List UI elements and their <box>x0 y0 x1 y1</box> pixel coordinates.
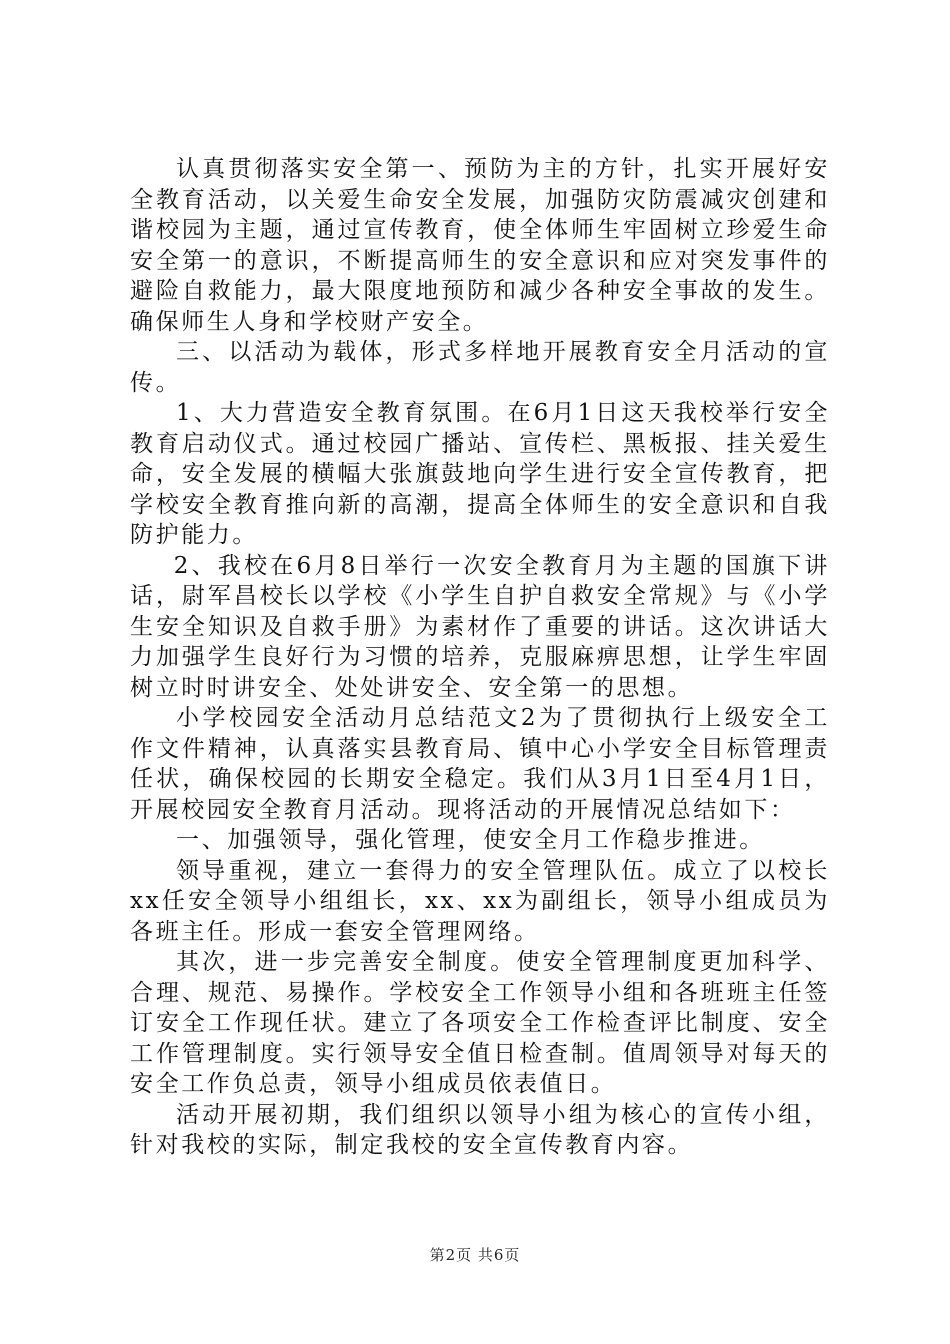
paragraph-section-one-heading: 一、加强领导，强化管理，使安全月工作稳步推进。 <box>176 827 765 853</box>
paragraph-item-one: 1、大力营造安全教育氛围。在6月1日这天我校举行安全教育启动仪式。通过校园广播站、宣传栏、黑板报、挂关爱生命，安全发展的横幅大张旗鼓地向学生进行安全宣传教育，把学校安全教育推向新的高潮，提高全体师生的安全意识和自我防护能力。 <box>130 400 830 548</box>
page-number-footer: 第2页 共6页 <box>429 1246 521 1264</box>
paragraph-safety-system: 其次，进一步完善安全制度。使安全管理制度更加科学、合理、规范、易操作。学校安全工作领导小组和各班班主任签订安全工作现任状。建立了各项安全工作检查评比制度、安全工作管理制度。实行领导安全值日检查制。值周领导对每天的安全工作负总责，领导小组成员依表值日。 <box>130 949 830 1097</box>
paragraph-activity-start: 活动开展初期，我们组织以领导小组为核心的宣传小组，针对我校的实际，制定我校的安全宣传教育内容。 <box>130 1101 830 1158</box>
paragraph-safety-policy: 认真贯彻落实安全第一、预防为主的方针，扎实开展好安全教育活动，以关爱生命安全发展，加强防灾防震减灾创建和谐校园为主题，通过宣传教育，使全体师生牢固树立珍爱生命安全第一的意识，不断提高师生的安全意识和应对突发事件的避险自救能力，最大限度地预防和减少各种安全事故的发生。确保师生人身和学校财产安全。 <box>130 156 830 335</box>
paragraph-leadership: 领导重视，建立一套得力的安全管理队伍。成立了以校长xx任安全领导小组组长，xx、xx为副组长，领导小组成员为各班主任。形成一套安全管理网络。 <box>130 857 830 945</box>
paragraph-section-three-heading: 三、以活动为载体，形式多样地开展教育安全月活动的宣传。 <box>130 339 830 396</box>
paragraph-sample-two-intro: 小学校园安全活动月总结范文2为了贯彻执行上级安全工作文件精神，认真落实县教育局、镇中心小学安全目标管理责任状，确保校园的长期安全稳定。我们从3月1日至4月1日，开展校园安全教育月活动。现将活动的开展情况总结如下： <box>130 705 830 823</box>
paragraph-item-two: 2、我校在6月8日举行一次安全教育月为主题的国旗下讲话，尉军昌校长以学校《小学生自护自救安全常规》与《小学生安全知识及自救手册》为素材作了重要的讲话。这次讲话大力加强学生良好行为习惯的培养，克服麻痹思想，让学生牢固树立时时讲安全、处处讲安全、安全第一的思想。 <box>130 552 830 701</box>
document-body <box>130 154 830 1161</box>
